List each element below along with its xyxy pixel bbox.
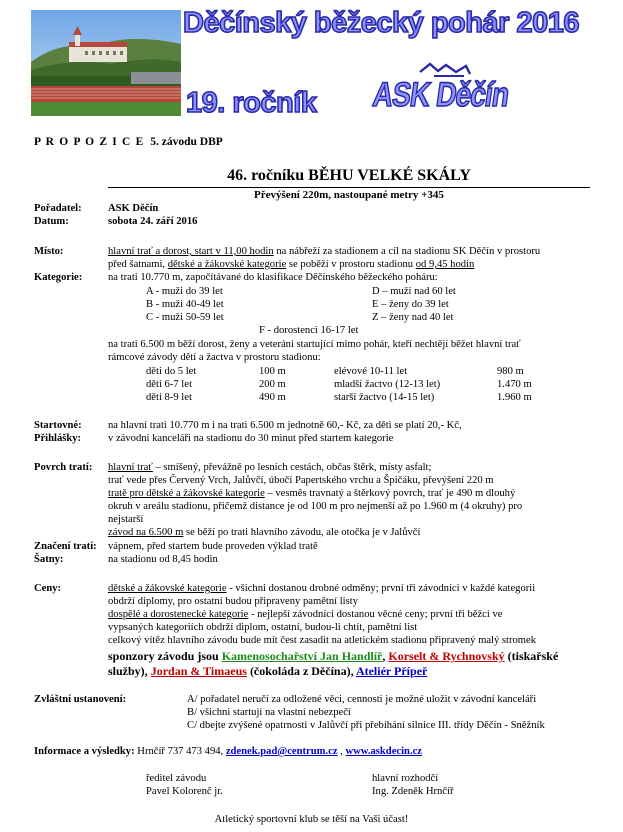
prizes-adult-rest: - nejlepší závodníci dostanou věcné ceny; první tři běžci ve <box>248 609 503 620</box>
stadium-castle-image <box>31 10 181 116</box>
sponsor-handlir[interactable]: Kamenosochařství Jan Handlíř <box>221 649 383 663</box>
sponsors-line-2 <box>108 664 427 678</box>
prizes-kids-categories: dětské a žákovské kategorie <box>108 583 227 594</box>
special-a: A/ pořadatel neručí za odložené věci, cennosti je možné uložit v závodní kanceláři <box>187 694 537 705</box>
signature-right-role: hlavní rozhodčí <box>372 773 439 784</box>
place-line-1 <box>108 246 540 258</box>
info-label: Informace a výsledky: <box>34 746 135 757</box>
info-line <box>34 746 422 758</box>
prizes-line-3 <box>108 609 502 621</box>
sponsor3-note: (čokoláda z Děčína), <box>246 664 356 678</box>
categories-label: Kategorie: <box>34 272 83 283</box>
sponsors-line-1 <box>108 649 558 663</box>
place-line1-rest: na nábřeží za stadionem a cíl na stadionu SK Děčín v prostoru <box>273 246 541 257</box>
kids-dist-1: 100 m <box>259 366 286 377</box>
organizer-label: Pořadatel: <box>34 203 82 214</box>
date-label: Datum: <box>34 216 69 227</box>
sponsor2-note: (tiskařské <box>504 649 559 663</box>
registration-value: v závodní kanceláři na stadionu do 30 minut před startem kategorie <box>108 433 394 444</box>
kids-cat-3: děti 8-9 let <box>146 392 192 403</box>
sponsor-jordan-timaeus[interactable]: Jordan & Timaeus <box>150 664 247 678</box>
signature-left-name: Pavel Kolorenč jr. <box>146 786 223 797</box>
propozice-detail: 5. závodu DBP <box>150 136 223 148</box>
race-title: 46. ročníku BĚHU VELKÉ SKÁLY <box>227 167 471 184</box>
place-kids-start: od 9,45 hodin <box>415 259 475 270</box>
edition-label: 19. ročník <box>186 87 317 119</box>
race-subtitle: Převýšení 220m, nastoupané metry +345 <box>254 189 444 201</box>
place-line2-pre: před šatnami, <box>108 259 168 270</box>
categories-kids-intro: rámcové závody dětí a žactva v prostoru stadionu: <box>108 352 321 363</box>
surface-line-3 <box>108 488 515 500</box>
date-value: sobota 24. září 2016 <box>108 216 198 227</box>
kids-dist2-2: 1.470 m <box>497 379 532 390</box>
organizer-value: ASK Děčín <box>108 203 159 214</box>
marking-label: Značení tratí: <box>34 541 97 552</box>
categories-6500-info: na trati 6.500 m běží dorost, ženy a veteráni startující mimo pohár, kteří nechtějí běžet hlavní trať <box>108 339 521 350</box>
sponsors-line2-pre: služby), <box>108 664 151 678</box>
kids-dist-2: 200 m <box>259 379 286 390</box>
fee-label: Startovné: <box>34 420 82 431</box>
category-c: C - muži 50-59 let <box>146 312 224 323</box>
surface-short-race: závod na 6.500 m <box>108 527 184 538</box>
kids-dist-3: 490 m <box>259 392 286 403</box>
surface-line-6 <box>108 527 420 539</box>
category-z: Z – ženy nad 40 let <box>372 312 454 323</box>
info-contact: Hrnčíř 737 473 494, <box>134 746 226 757</box>
sponsor-atelier[interactable]: Ateliér Přípeř <box>355 664 428 678</box>
event-series-title: Děčínský běžecký pohár 2016 <box>183 7 579 39</box>
prizes-label: Ceny: <box>34 583 62 594</box>
category-d: D – muži nad 60 let <box>372 286 456 297</box>
kids-cat-1: děti do 5 let <box>146 366 197 377</box>
place-line-2 <box>108 259 474 271</box>
surface-line-5: nejstarší <box>108 514 144 525</box>
changing-label: Šatny: <box>34 554 64 565</box>
logo-text: ASK Děčín <box>370 76 512 114</box>
category-f: F - dorostenci 16-17 let <box>259 325 359 336</box>
special-label: Zvláštní ustanovení: <box>34 694 127 705</box>
place-kids-categories: dětské a žákovské kategorie <box>167 259 287 270</box>
surface-line-2: trať vede přes Červený Vrch, Jalůvčí, úbočí Papertského vrchu a Špičáku, převýšení 220 m <box>108 475 494 486</box>
category-b: B - muži 40-49 let <box>146 299 224 310</box>
prizes-adult-categories: dospělé a dorostenecké kategorie <box>108 609 249 620</box>
sponsor-comma: , <box>382 649 389 663</box>
place-label: Místo: <box>34 246 64 257</box>
changing-value: na stadionu od 8,45 hodin <box>108 554 218 565</box>
prizes-line-1 <box>108 583 535 595</box>
signature-right-name: Ing. Zdeněk Hrnčíř <box>372 786 454 797</box>
kids-cat2-2: mladší žactvo (12-13 let) <box>334 379 441 390</box>
signature-left-role: ředitel závodu <box>146 773 207 784</box>
kids-dist2-1: 980 m <box>497 366 524 377</box>
registration-label: Přihlášky: <box>34 433 82 444</box>
kids-cat2-3: starší žactvo (14-15 let) <box>334 392 435 403</box>
marking-value: vápnem, před startem bude proveden výklad tratě <box>108 541 318 552</box>
categories-intro: na trati 10.770 m, započítávané do klasifikace Děčínského běžeckého poháru: <box>108 272 438 283</box>
sponsors-pre: sponzory závodu jsou <box>108 649 222 663</box>
surface-short-rest: se běží po trati hlavního závodu, ale otočka je v Jalůvčí <box>183 527 421 538</box>
kids-dist2-3: 1.960 m <box>497 392 532 403</box>
special-c: C/ dbejte zvýšené opatrnosti v Jalůvčí při přebíhání silnice III. třídy Děčín - Sněžník <box>187 720 545 731</box>
title-rule <box>108 187 590 188</box>
surface-line-1 <box>108 462 431 474</box>
surface-kids-track: tratě pro dětské a žákovské kategorie <box>108 488 265 499</box>
surface-line-4: okruh v areálu stadionu, přičemž distance je od 100 m pro nejmenší až po 1.960 m (4 okruhy) pro <box>108 501 523 512</box>
fee-value: na hlavní trati 10.770 m i na trati 6.500 m jednotně 60,- Kč, za děti se platí 20,- Kč, <box>108 420 462 431</box>
header-photo-stadium <box>31 10 181 116</box>
surface-main-rest: – smíšený, převážně po lesních cestách, občas štěrk, místy asfalt; <box>152 462 432 473</box>
category-e: E – ženy do 39 let <box>372 299 449 310</box>
special-b: B/ všichni startují na vlastní nebezpečí <box>187 707 351 718</box>
place-line2-mid: se poběží v prostoru stadionu <box>286 259 416 270</box>
prizes-line-5: celkový vítěz hlavního závodu bude mít čest zasadit na atletickém stadionu připravený malý stromek <box>108 635 537 646</box>
web-link[interactable]: www.askdecin.cz <box>345 746 422 757</box>
email-link[interactable]: zdenek.pad@centrum.cz <box>225 746 338 757</box>
kids-cat2-1: elévové 10-11 let <box>334 366 408 377</box>
kids-cat-2: děti 6-7 let <box>146 379 192 390</box>
surface-kids-rest: – vesměs travnatý a štěrkový povrch, trať je 490 m dlouhý <box>264 488 516 499</box>
place-main-start: hlavní trať a dorost, start v 11,00 hodin <box>108 246 274 257</box>
ask-decin-logo <box>370 62 512 124</box>
propozice-heading <box>34 136 223 148</box>
surface-main-track: hlavní trať <box>108 462 153 473</box>
prizes-line-4: vypsaných kategoriích obdrží diplom, ostatní, budou-li chtít, pamětní list <box>108 622 418 633</box>
info-sep: , <box>337 746 346 757</box>
category-a: A - muži do 39 let <box>146 286 223 297</box>
surface-label: Povrch tratí: <box>34 462 93 473</box>
sponsor-korselt[interactable]: Korselt & Rychnovský <box>388 649 505 663</box>
prizes-kids-rest: - všichni dostanou drobné odměny; první tři závodníci v každé kategorii <box>226 583 536 594</box>
propozice-label: P R O P O Z I C E <box>34 136 145 148</box>
footer-invitation: Atletický sportovní klub se těší na Vaši účast! <box>214 814 409 825</box>
prizes-line-2: obdrží diplomy, pro ostatní budou připraveny pamětní listy <box>108 596 358 607</box>
